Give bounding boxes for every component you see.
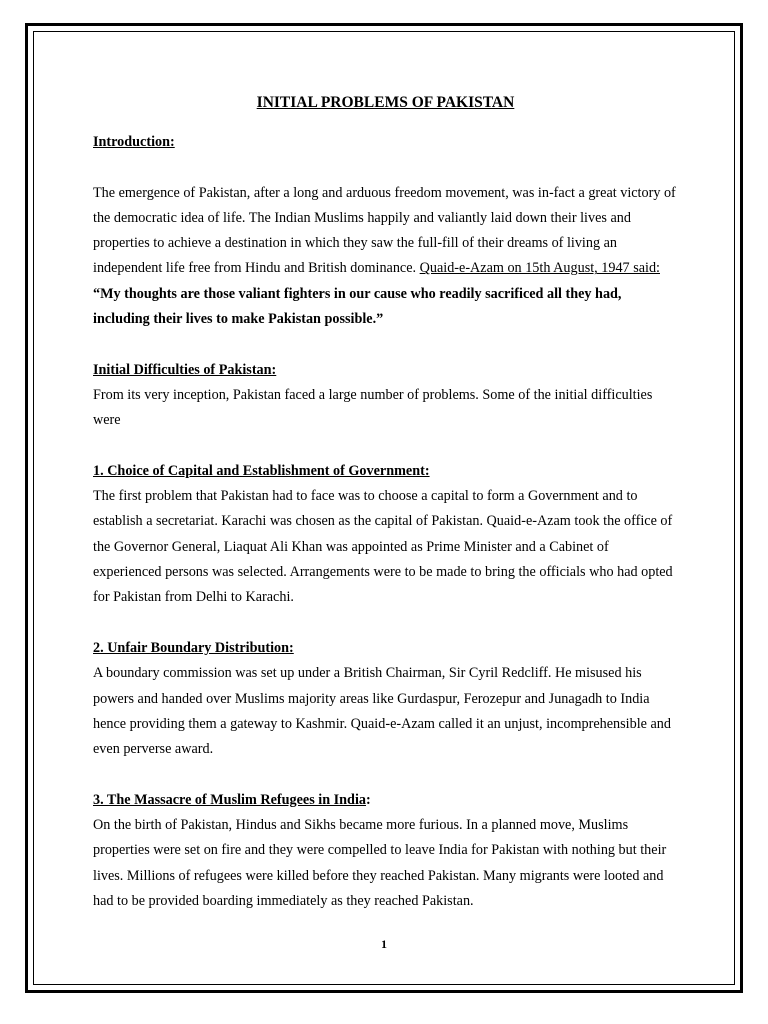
section-2-heading: 2. Unfair Boundary Distribution:	[93, 639, 294, 656]
section-3-heading: 3. The Massacre of Muslim Refugees in India	[93, 791, 366, 808]
introduction-paragraph	[93, 181, 678, 282]
quaid-quote: “My thoughts are those valiant fighters in our cause who readily sacrificed all they had, including their lives to make Pakistan possible.”	[93, 285, 622, 328]
document-title: INITIAL PROBLEMS OF PAKISTAN	[256, 94, 515, 111]
section-2-paragraph: A boundary commission was set up under a British Chairman, Sir Cyril Redcliff. He misused his powers and handed over Muslims majority areas like Gurdaspur, Ferozepur and Junagadh to India hence providing them a gateway to Kashmir. Quaid-e-Azam called it an unjust, incomprehensible and even perverse award.	[93, 665, 671, 758]
quaid-quote-attribution: Quaid-e-Azam on 15th August, 1947 said:	[419, 260, 660, 277]
section-3-heading-line	[93, 788, 678, 813]
difficulties-heading: Initial Difficulties of Pakistan:	[93, 361, 277, 378]
section-3-heading-colon: :	[365, 791, 371, 808]
section-1-paragraph: The first problem that Pakistan had to face was to choose a capital to form a Government and to establish a secretariat. Karachi was chosen as the capital of Pakistan. Quaid-e-Azam took the office of the Governor General, Liaquat Ali Khan was appointed as Prime Minister and a Cabinet of experienced persons was selected. Arrangements were to be made to bring the officials who had opted for Pakistan from Delhi to Karachi.	[93, 488, 673, 606]
section-1-heading: 1. Choice of Capital and Establishment of Government:	[93, 462, 430, 479]
difficulties-paragraph: From its very inception, Pakistan faced a large number of problems. Some of the initial difficulties were	[93, 386, 653, 429]
section-3-paragraph: On the birth of Pakistan, Hindus and Sikhs became more furious. In a planned move, Muslims properties were set on fire and they were compelled to leave India for Pakistan with nothing but their lives. Millions of refugees were killed before they reached Pakistan. Many migrants were looted and had to be provided boarding immediately as they reached Pakistan.	[93, 817, 667, 909]
introduction-text: The emergence of Pakistan, after a long and arduous freedom movement, was in-fact a great victory of the democratic idea of life. The Indian Muslims happily and valiantly laid down their lives and properties to achieve a destination in which they saw the full-fill of their dreams of living an independent life free from Hindu and British dominance.	[93, 184, 676, 277]
document-body	[93, 90, 678, 914]
spacer	[93, 434, 678, 459]
page-number: 1	[381, 937, 387, 951]
spacer	[93, 762, 678, 787]
spacer	[93, 611, 678, 636]
spacer	[93, 155, 678, 180]
introduction-heading: Introduction:	[93, 134, 175, 150]
spacer	[93, 332, 678, 357]
